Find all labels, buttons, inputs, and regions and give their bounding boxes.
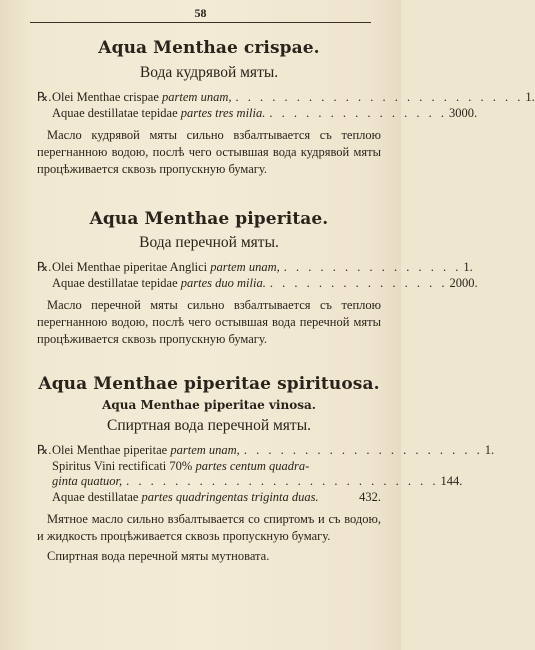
quantity: 144. [440,474,463,488]
recipe-line [37,490,381,506]
leader-dots: . . . . . . . . . . . . . . . . . . . . [243,443,483,457]
section-subtitle: Aqua Menthae piperitae vinosa. [102,398,316,412]
leader-dots: . . . . . . . . . . . . . . . [269,105,447,120]
ingredient-name: Aquae destillatae tepidae partes duo milia. [52,275,266,290]
paragraph: Спиртная вода перечной мяты мутновата. [47,549,270,563]
recipe [37,90,535,121]
quantity: 432. [359,489,381,504]
page-content [37,34,535,565]
section-russian-title: Спиртная вода перечной мяты. [106,417,311,434]
section-title: Aqua Menthae piperitae spirituosa. [38,374,380,394]
ingredient-name: Olei Menthae piperitae partem unam, [52,443,240,457]
ingredient-name: Aquae destillatae partes quadringentas triginta duas. [52,489,319,504]
header-rule [30,22,371,23]
section-russian-title: Вода кудрявой мяты. [139,64,279,81]
quantity: 1. [484,443,495,457]
ingredient-name: ginta quatuor, [52,474,123,488]
section-title: Aqua Menthae piperitae. [89,209,329,229]
quantity: 3000. [449,105,478,120]
ingredient-name: Olei Menthae crispae partem unam, [52,90,232,104]
recipe-symbol: ℞. [37,443,52,457]
page-number: 58 [194,6,207,20]
ingredient-name: Olei Menthae piperitae Anglici partem unam, [52,260,280,274]
ingredient-name: Aquae destillatae tepidae partes tres milia. [52,105,266,120]
section-title: Aqua Menthae crispae. [98,38,320,58]
quantity: 1. [525,90,535,104]
section-aqua-menthae-piperitae-spirituosa [37,374,495,565]
leader-dots: . . . . . . . . . . . . . . . . . . . . . . . . . . [126,474,439,488]
paragraph: Масло перечной мяты сильно взбалтывается съ теплою перегнанною водою, послѣ чего остывшая вода перечной мяты процѣживается сквозь пропускную бумагу. [37,298,381,346]
section-russian-title: Вода перечной мяты. [139,234,279,251]
recipe-line [37,474,463,490]
recipe-line [37,443,495,459]
recipe-line [37,260,473,276]
recipe-line [37,275,478,292]
recipe [37,443,495,505]
leader-dots: . . . . . . . . . . . . . . . . . . . . . . . . [235,90,524,104]
recipe-symbol: ℞. [37,90,52,104]
quantity: 2000. [449,275,478,290]
recipe-line [37,90,535,106]
recipe-symbol: ℞. [37,260,52,274]
recipe [37,260,478,291]
leader-dots: . . . . . . . . . . . . . . . [283,260,462,274]
paragraph: Масло кудрявой мяты сильно взбалтывается съ теплою перегнанною водою, послѣ чего остывшая вода кудрявой мяты процѣживается сквозь пропускную бумагу. [37,128,381,176]
leader-dots: . . . . . . . . . . . . . . . [269,275,448,290]
quantity: 1. [463,260,473,274]
ingredient-name: Spiritus Vini rectificati 70% partes centum quadra- [52,458,310,473]
paragraph: Мятное масло сильно взбалтывается со спиртомъ и съ водою, и жидкость процѣживается сквозь пропускную бумагу. [37,512,381,543]
recipe-line [37,105,478,122]
section-aqua-menthae-crispae [37,38,535,178]
recipe-line [37,459,381,475]
section-aqua-menthae-piperitae [37,209,478,348]
